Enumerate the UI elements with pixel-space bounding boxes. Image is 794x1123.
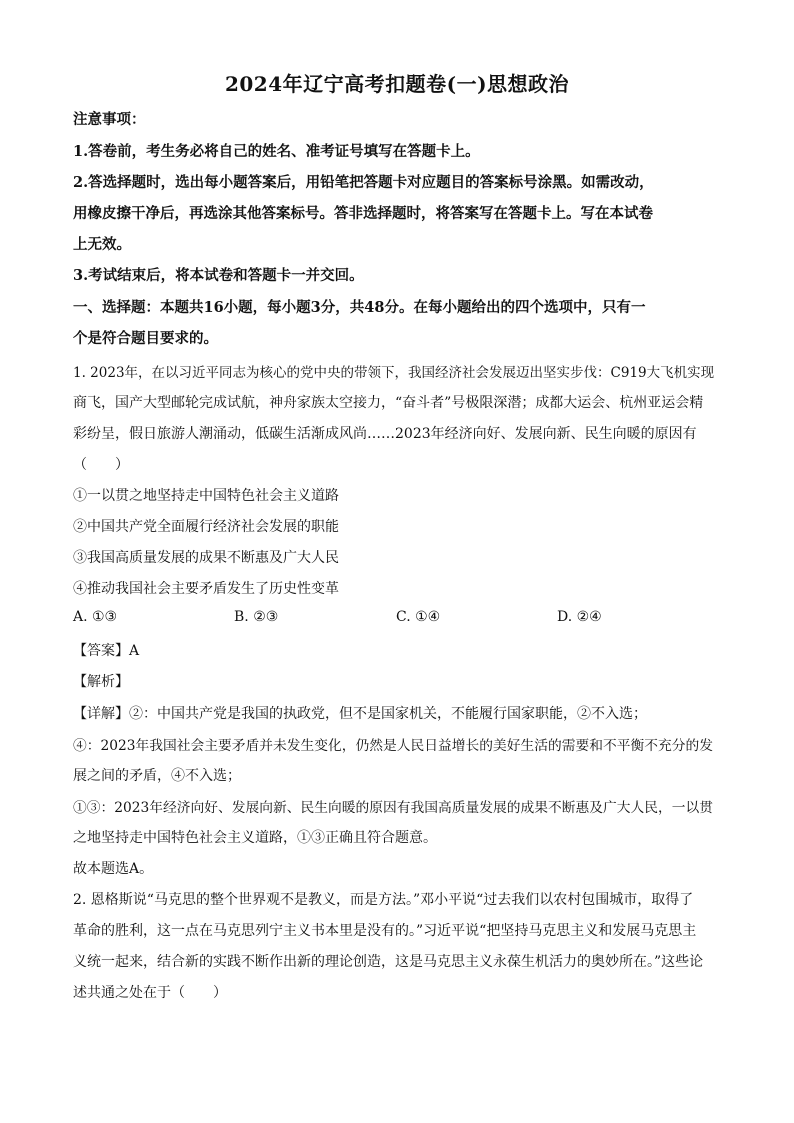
notice-item-3: 3.考试结束后，将本试卷和答题卡一并交回。 xyxy=(73,267,364,284)
q2-stem-line-4: 述共通之处在于（ ） xyxy=(73,985,227,1001)
q1-conclusion: 故本题选A。 xyxy=(73,861,154,877)
q2-stem-line-1: 2. 恩格斯说“马克思的整个世界观不是教义，而是方法。”邓小平说“过去我们以农村包围城市，取得了 xyxy=(73,892,694,908)
notice-item-2-line-3: 上无效。 xyxy=(73,236,131,253)
notice-item-2-line-2: 用橡皮擦干净后，再选涂其他答案标号。答非选择题时，将答案写在答题卡上。写在本试卷 xyxy=(73,205,653,222)
q1-detail-1: 【详解】②：中国共产党是我国的执政党，但不是国家机关，不能履行国家职能，②不入选； xyxy=(73,706,647,722)
q1-option-c: C. ①④ xyxy=(396,609,441,625)
q2-stem-line-2: 革命的胜利，这一点在马克思列宁主义书本里是没有的。”习近平说“把坚持马克思主义和发展马克思主 xyxy=(73,923,697,939)
q1-stem-line-4: （ ） xyxy=(73,457,129,473)
q1-option-b: B. ②③ xyxy=(234,609,279,625)
q1-stem-line-1: 1. 2023年，在以习近平同志为核心的党中央的带领下，我国经济社会发展迈出坚实步伐：C919大飞机实现 xyxy=(73,365,715,381)
notice-item-2-line-1: 2.答选择题时，选出每小题答案后，用铅笔把答题卡对应题目的答案标号涂黑。如需改动， xyxy=(73,174,654,191)
notice-heading: 注意事项： xyxy=(73,111,146,128)
q1-stem-line-3: 彩纷呈，假日旅游人潮涌动，低碳生活渐成风尚……2023年经济向好、发展向新、民生向暖的原因有 xyxy=(73,426,697,442)
q1-answer: 【答案】A xyxy=(73,643,140,659)
q1-detail-3-line-1: ①③：2023年经济向好、发展向新、民生向暖的原因有我国高质量发展的成果不断惠及广大人民，一以贯 xyxy=(73,800,713,816)
q1-detail-2-line-1: ④：2023年我国社会主要矛盾并未发生变化，仍然是人民日益增长的美好生活的需要和不平衡不充分的发 xyxy=(73,738,713,754)
q1-statement-3: ③我国高质量发展的成果不断惠及广大人民 xyxy=(73,550,339,566)
q1-detail-2-line-2: 展之间的矛盾，④不入选； xyxy=(73,768,241,784)
q2-stem-line-3: 义统一起来，结合新的实践不断作出新的理论创造，这是马克思主义永葆生机活力的奥妙所在。”这些论 xyxy=(73,954,704,970)
q1-stem-line-2: 商飞，国产大型邮轮完成试航，神舟家族太空接力，“奋斗者”号极限深潜；成都大运会、杭州亚运会精 xyxy=(73,395,704,411)
q1-statement-2: ②中国共产党全面履行经济社会发展的职能 xyxy=(73,519,339,535)
q1-statement-4: ④推动我国社会主要矛盾发生了历史性变革 xyxy=(73,581,339,597)
section-heading-line-2: 个是符合题目要求的。 xyxy=(73,330,218,347)
page-title: 2024年辽宁高考扣题卷(一)思想政治 xyxy=(224,72,570,96)
q1-analysis-heading: 【解析】 xyxy=(73,674,129,690)
q1-detail-3-line-2: 之地坚持走中国特色社会主义道路，①③正确且符合题意。 xyxy=(73,830,437,846)
section-heading-line-1: 一、选择题：本题共16小题，每小题3分，共48分。在每小题给出的四个选项中，只有一 xyxy=(73,299,646,316)
q1-option-d: D. ②④ xyxy=(557,609,602,625)
q1-option-a: A. ①③ xyxy=(73,609,118,625)
notice-item-1: 1.答卷前，考生务必将自己的姓名、准考证号填写在答题卡上。 xyxy=(73,143,480,160)
q1-statement-1: ①一以贯之地坚持走中国特色社会主义道路 xyxy=(73,488,339,504)
